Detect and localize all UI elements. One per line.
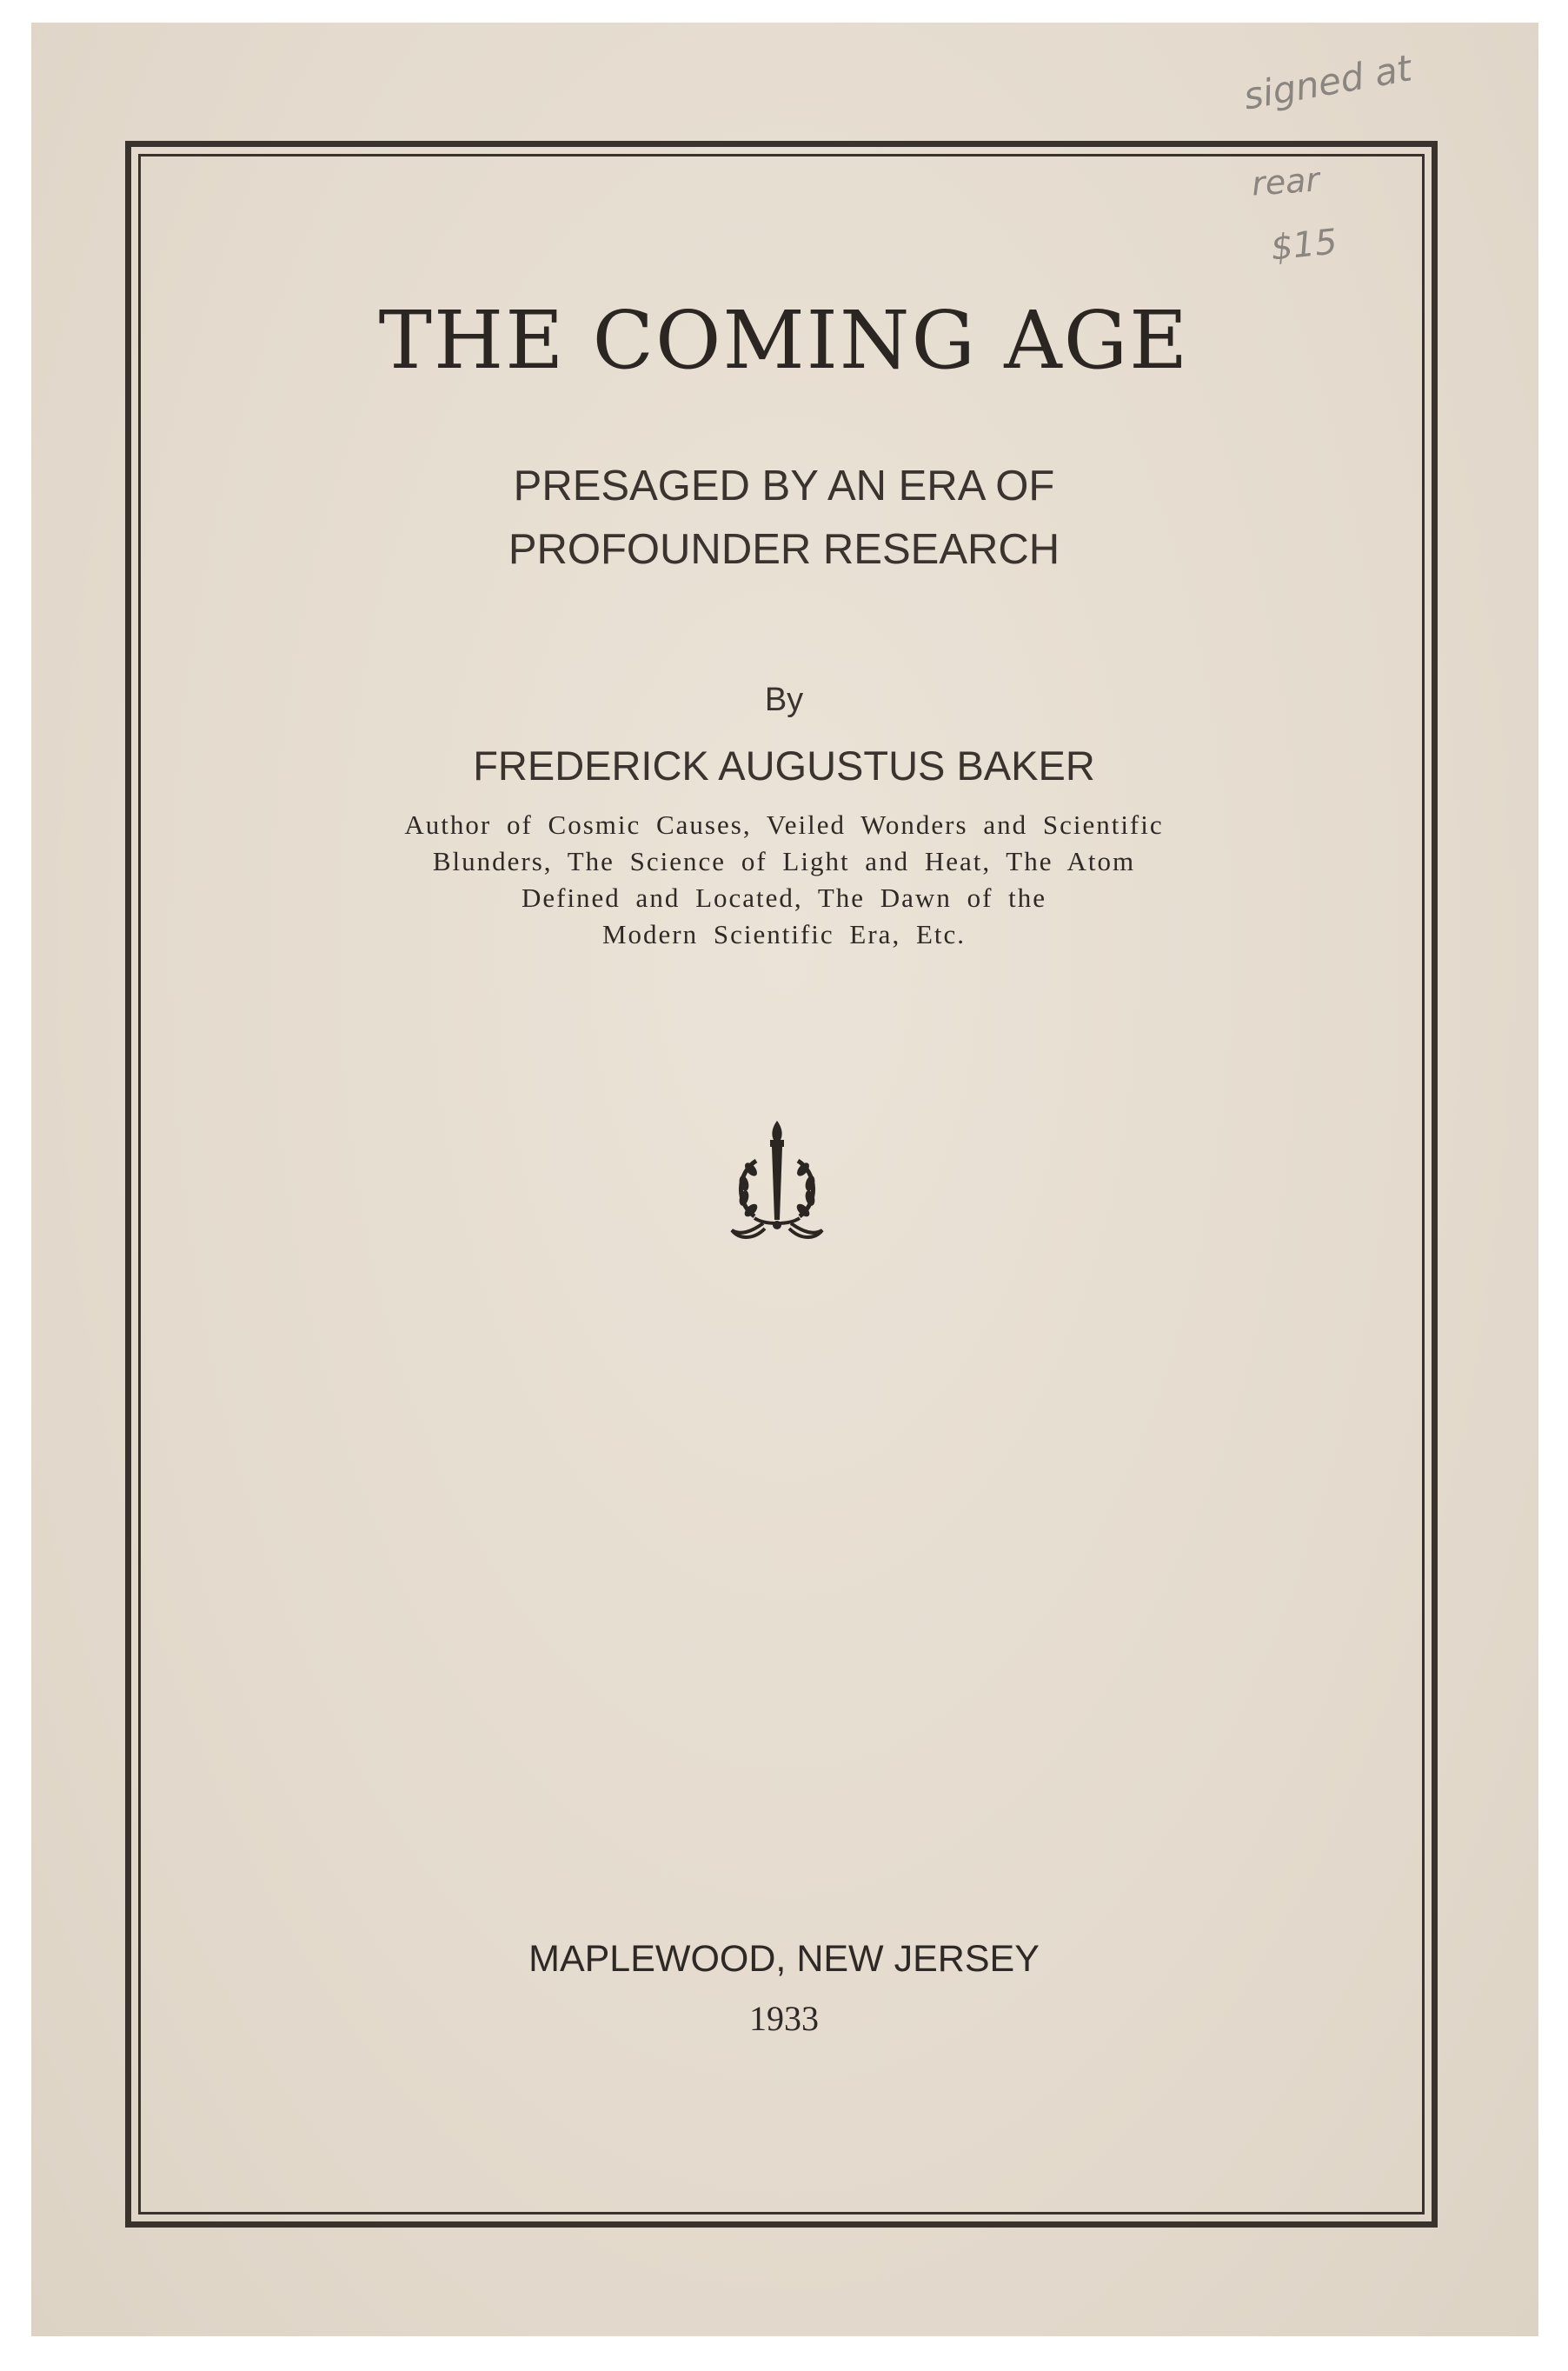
pencil-note-rear: rear [1250,160,1321,203]
pencil-note-signed: signed at [1240,46,1415,118]
other-works-line-4: Modern Scientific Era, Etc. [601,919,967,949]
author-name: FREDERICK AUGUSTUS BAKER [473,743,1095,789]
book-title: THE COMING AGE [378,294,1190,387]
subtitle-line-2: PROFOUNDER RESEARCH [508,526,1060,573]
torch-laurel-wreath-icon [725,1117,829,1256]
other-works-line-1: Author of Cosmic Causes, Veiled Wonders and Scientific [404,809,1164,840]
byline: By [764,682,804,718]
other-works-line-3: Defined and Located, The Dawn of the [521,882,1047,913]
pencil-note-price: $15 [1268,222,1339,269]
other-works-line-2: Blunders, The Science of Light and Heat, The Atom [432,846,1136,876]
imprint-year: 1933 [749,1999,819,2038]
imprint-place: MAPLEWOOD, NEW JERSEY [528,1938,1040,1980]
subtitle-line-1: PRESAGED BY AN ERA OF [513,463,1055,509]
